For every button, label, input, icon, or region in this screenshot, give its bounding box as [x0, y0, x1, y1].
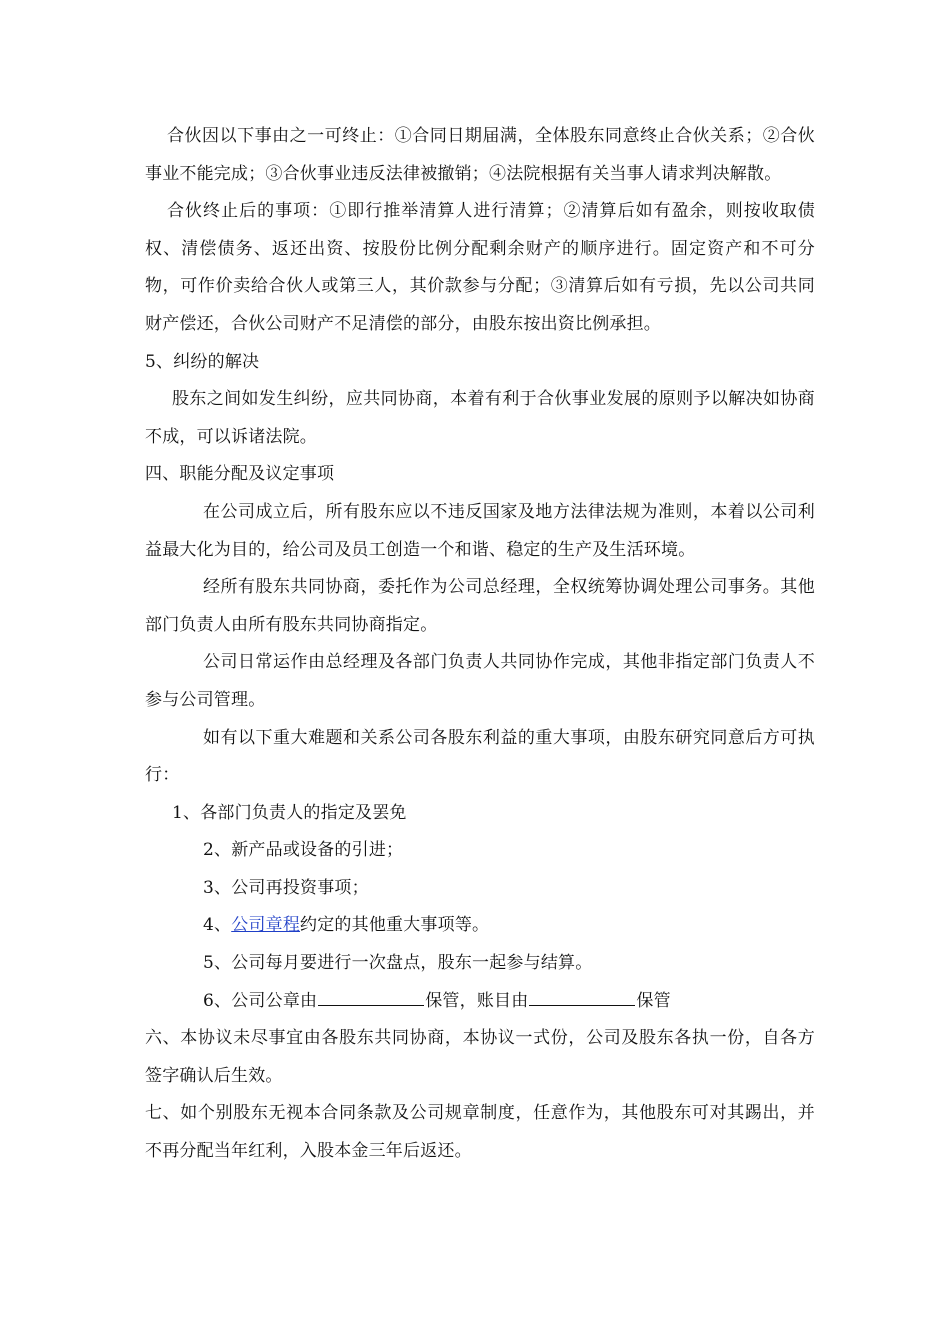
list-item-seal-custody [145, 983, 815, 1021]
paragraph-shareholder-expulsion: 七、如个别股东无视本合同条款及公司规章制度，任意作为，其他股东可对其踢出，并不再分配当年红利，入股本金三年后返还。 [145, 1103, 815, 1162]
accounts-keeper-blank [529, 988, 635, 1006]
paragraph-post-termination-matters: 合伙终止后的事项：①即行推举清算人进行清算；②清算后如有盈余，则按收取债权、清偿债务、返还出资、按股份比例分配剩余财产的顺序进行。固定资产和不可分物，可作价卖给合伙人或第三人，其价款参与分配；③清算后如有亏损，先以公司共同财产偿还，合伙公司财产不足清偿的部分，由股东按出资比例承担。 [145, 201, 815, 334]
section-heading-dispute-resolution: 5、纠纷的解决 [145, 351, 260, 372]
seal-custody-text: 6、公司公章由 [203, 990, 318, 1011]
list-item-number: 4、 [203, 915, 232, 936]
paragraph-major-matters-intro: 如有以下重大难题和关系公司各股东利益的重大事项，由股东研究同意后方可执行： [145, 727, 815, 786]
list-item-text: 约定的其他重大事项等。 [300, 915, 490, 936]
paragraph-company-principles: 在公司成立后，所有股东应以不违反国家及地方法律法规为准则，本着以公司利益最大化为目的，给公司及员工创造一个和谐、稳定的生产及生活环境。 [145, 501, 815, 560]
document-body [145, 118, 815, 1171]
articles-of-association-link[interactable]: 公司章程 [231, 915, 301, 936]
paragraph-dispute-resolution: 股东之间如发生纠纷，应共同协商，本着有利于合伙事业发展的原则予以解决如协商不成，可以诉诸法院。 [145, 389, 815, 447]
list-item-articles-of-association [145, 907, 815, 945]
section-heading-duties-allocation: 四、职能分配及议定事项 [145, 464, 335, 485]
paragraph-partnership-termination-causes: 合伙因以下事由之一可终止：①合同日期届满，全体股东同意终止合伙关系；②合伙事业不能完成；③合伙事业违反法律被撤销；④法院根据有关当事人请求判决解散。 [145, 126, 815, 184]
list-item-monthly-inventory: 5、公司每月要进行一次盘点，股东一起参与结算。 [203, 953, 593, 974]
list-item-reinvestment: 3、公司再投资事项； [203, 877, 369, 898]
list-item-new-products: 2、新产品或设备的引进； [203, 840, 404, 861]
custody-end-text: 保管 [636, 990, 671, 1011]
accounts-custody-text: 保管，账目由 [425, 990, 529, 1011]
paragraph-daily-operations: 公司日常运作由总经理及各部门负责人共同协作完成，其他非指定部门负责人不参与公司管理。 [145, 652, 815, 710]
paragraph-general-manager: 经所有股东共同协商，委托作为公司总经理，全权统筹协调处理公司事务。其他部门负责人由所有股东共同协商指定。 [145, 577, 815, 635]
seal-keeper-blank [318, 988, 424, 1006]
list-item-department-heads: 1、各部门负责人的指定及罢免 [172, 802, 407, 823]
paragraph-agreement-effective: 六、本协议未尽事宜由各股东共同协商，本协议一式份，公司及股东各执一份，自各方签字确认后生效。 [145, 1028, 815, 1086]
